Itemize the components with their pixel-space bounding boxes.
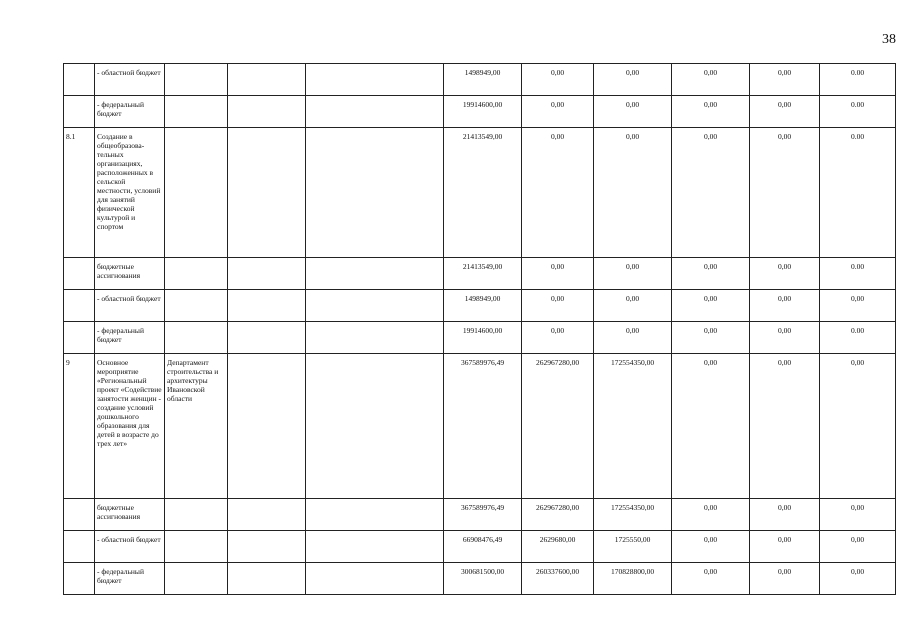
row-index [64,258,95,290]
table-row [64,354,896,499]
empty-cell [306,258,444,290]
amount-cell: 0,00 [750,64,820,96]
budget-table [63,63,896,595]
empty-cell [228,258,306,290]
table-row [64,290,896,322]
executor [165,64,228,96]
amount-cell: 0,00 [672,322,750,354]
activity-name: бюджетные ассигнования [95,499,165,531]
amount-cell: 0,00 [672,290,750,322]
amount-cell: 0,00 [594,128,672,258]
table-row [64,531,896,563]
row-index [64,563,95,595]
amount-cell: 0,00 [594,258,672,290]
amount-cell: 0,00 [672,96,750,128]
amount-cell: 0,00 [820,563,896,595]
empty-cell [228,354,306,499]
amount-cell: 172554350,00 [594,499,672,531]
amount-cell: 0,00 [594,96,672,128]
amount-cell: 1498949,00 [444,64,522,96]
amount-cell: 0,00 [522,96,594,128]
amount-cell: 0,00 [672,354,750,499]
activity-name: - федеральный бюджет [95,563,165,595]
amount-cell: 0,00 [522,322,594,354]
amount-cell: 260337600,00 [522,563,594,595]
amount-cell: 19914600,00 [444,322,522,354]
activity-name: - федеральный бюджет [95,322,165,354]
table-row [64,128,896,258]
row-index: 9 [64,354,95,499]
amount-cell: 0,00 [672,128,750,258]
amount-cell: 0,00 [750,290,820,322]
table-row [64,64,896,96]
empty-cell [306,322,444,354]
executor [165,563,228,595]
amount-cell: 0,00 [750,531,820,563]
row-index [64,96,95,128]
table-row [64,322,896,354]
amount-cell: 0,00 [594,290,672,322]
row-index [64,290,95,322]
amount-cell: 66908476,49 [444,531,522,563]
row-index: 8.1 [64,128,95,258]
row-index [64,322,95,354]
amount-cell: 0,00 [750,322,820,354]
amount-cell: 19914600,00 [444,96,522,128]
amount-cell: 21413549,00 [444,258,522,290]
executor: Департамент строительства и архитектуры Ивановской области [165,354,228,499]
empty-cell [306,64,444,96]
activity-name: - областной бюджет [95,64,165,96]
activity-name: Основное мероприятие «Региональный проект «Содействие занятости женщин - создание условий дошкольного образования для детей в возрасте до трех лет» [95,354,165,499]
executor [165,322,228,354]
executor [165,290,228,322]
amount-cell: 0,00 [750,354,820,499]
empty-cell [306,354,444,499]
amount-cell: 1498949,00 [444,290,522,322]
amount-cell: 0,00 [672,563,750,595]
empty-cell [228,531,306,563]
table-row [64,96,896,128]
amount-cell: 0,00 [750,128,820,258]
amount-cell: 0.00 [820,258,896,290]
amount-cell: 0,00 [820,499,896,531]
activity-name: - областной бюджет [95,531,165,563]
amount-cell: 0.00 [820,128,896,258]
amount-cell: 0,00 [522,290,594,322]
amount-cell: 0,00 [522,258,594,290]
amount-cell: 1725550,00 [594,531,672,563]
row-index [64,64,95,96]
table-row [64,563,896,595]
empty-cell [306,563,444,595]
amount-cell: 0,00 [672,499,750,531]
amount-cell: 0,00 [750,96,820,128]
amount-cell: 367589976,49 [444,499,522,531]
amount-cell: 0.00 [820,96,896,128]
amount-cell: 21413549,00 [444,128,522,258]
amount-cell: 0,00 [522,64,594,96]
amount-cell: 0,00 [750,258,820,290]
table-row [64,258,896,290]
activity-name: - федеральный бюджет [95,96,165,128]
empty-cell [228,499,306,531]
empty-cell [306,128,444,258]
empty-cell [228,563,306,595]
executor [165,128,228,258]
amount-cell: 0,00 [522,128,594,258]
page-number: 38 [882,32,896,47]
table-body [64,64,896,595]
empty-cell [228,322,306,354]
amount-cell: 367589976,49 [444,354,522,499]
row-index [64,499,95,531]
executor [165,96,228,128]
amount-cell: 0,00 [820,354,896,499]
empty-cell [228,128,306,258]
amount-cell: 0.00 [820,64,896,96]
table-row [64,499,896,531]
amount-cell: 170828800,00 [594,563,672,595]
activity-name: Создание в общеобразова-тельных организациях, расположенных в сельской местности, условий для занятий физической культурой и спортом [95,128,165,258]
amount-cell: 0,00 [594,64,672,96]
amount-cell: 172554350,00 [594,354,672,499]
empty-cell [228,96,306,128]
amount-cell: 262967280,00 [522,354,594,499]
empty-cell [228,64,306,96]
amount-cell: 0,00 [820,290,896,322]
amount-cell: 262967280,00 [522,499,594,531]
amount-cell: 2629680,00 [522,531,594,563]
empty-cell [306,290,444,322]
amount-cell: 0.00 [820,322,896,354]
activity-name: - областной бюджет [95,290,165,322]
empty-cell [306,96,444,128]
amount-cell: 0,00 [672,64,750,96]
row-index [64,531,95,563]
empty-cell [306,531,444,563]
activity-name: бюджетные ассигнования [95,258,165,290]
amount-cell: 0,00 [594,322,672,354]
amount-cell: 0,00 [820,531,896,563]
amount-cell: 0,00 [750,563,820,595]
empty-cell [306,499,444,531]
executor [165,499,228,531]
executor [165,531,228,563]
amount-cell: 0,00 [672,258,750,290]
amount-cell: 0,00 [672,531,750,563]
amount-cell: 300681500,00 [444,563,522,595]
executor [165,258,228,290]
amount-cell: 0,00 [750,499,820,531]
empty-cell [228,290,306,322]
